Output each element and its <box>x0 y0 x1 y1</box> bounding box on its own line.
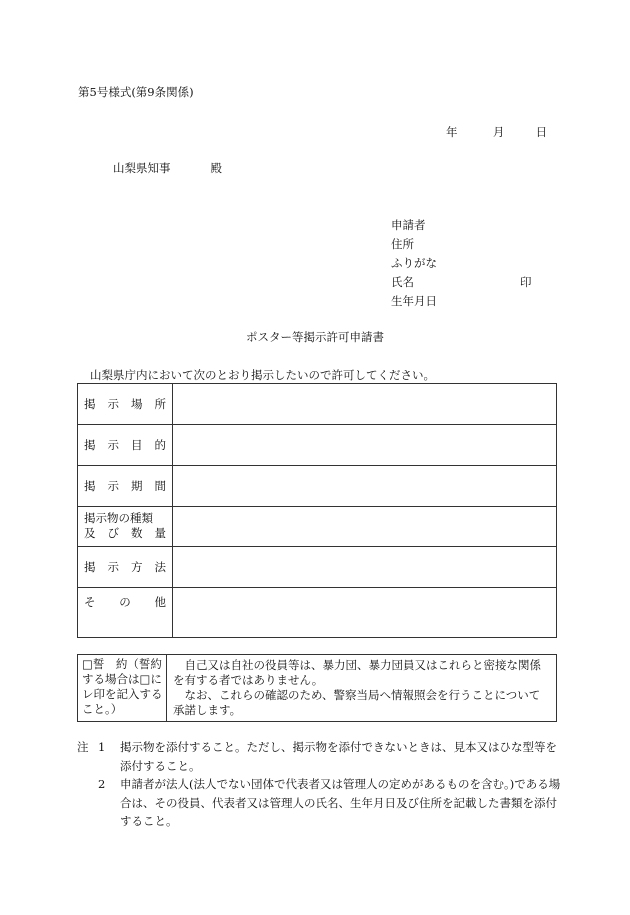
note-number: 2 <box>98 777 106 792</box>
method-field[interactable] <box>173 547 557 588</box>
note-item <box>77 738 562 775</box>
applicant-block <box>391 216 532 311</box>
pledge-text-1: 自己又は自社の役員等は、暴力団、暴力団員又はこれらと密接な関係を有する者ではありません。 <box>173 658 541 687</box>
intro-text: 山梨県庁内において次のとおり掲示したいので許可してください。 <box>90 368 435 382</box>
row-label-location: 掲 示 場 所 <box>78 384 173 425</box>
applicant-address-label: 住所 <box>391 237 414 251</box>
period-field[interactable] <box>173 466 557 507</box>
table-row <box>78 384 557 425</box>
date-day-label: 日 <box>535 125 548 139</box>
application-table <box>77 383 557 638</box>
row-label-type-quantity: 掲示物の種類 及 び 数 量 <box>78 507 173 547</box>
addressee <box>113 160 222 176</box>
notes <box>77 738 562 831</box>
note-number: 1 <box>98 740 106 754</box>
note-item <box>77 775 562 831</box>
pledge-text-2: なお、これらの確認のため、警察当局へ情報照会を行うことについて承諾します。 <box>173 688 541 717</box>
pledge-text <box>167 655 557 722</box>
form-number: 第5号様式(第9条関係) <box>78 85 194 99</box>
date-year-label: 年 <box>446 125 458 139</box>
seal-label: 印 <box>520 275 532 289</box>
table-row <box>78 547 557 588</box>
document-title: ポスター等掲示許可申請書 <box>246 330 384 344</box>
row-label-purpose: 掲 示 目 的 <box>78 425 173 466</box>
applicant-label: 申請者 <box>391 218 426 232</box>
location-field[interactable] <box>173 384 557 425</box>
table-row <box>78 425 557 466</box>
note-text: 掲示物を添付すること。ただし、掲示物を添付できないときは、見本又はひな型等を添付すること。 <box>120 740 557 773</box>
addressee-honorific: 殿 <box>210 161 222 175</box>
purpose-field[interactable] <box>173 425 557 466</box>
row-label-other: そ の 他 <box>78 588 173 638</box>
applicant-birthdate-label: 生年月日 <box>391 294 437 308</box>
pledge-checkbox-label[interactable]: □誓 約（誓約する場合は□にレ印を記入すること。） <box>78 655 167 722</box>
row-label-method: 掲 示 方 法 <box>78 547 173 588</box>
pledge-row <box>78 655 557 722</box>
table-row <box>78 507 557 547</box>
row-label-period: 掲 示 期 間 <box>78 466 173 507</box>
note-text: 申請者が法人(法人でない団体で代表者又は管理人の定めがあるものを含む。)である場合は、その役員、代表者又は管理人の氏名、生年月日及び住所を記載した書類を添付すること。 <box>120 777 561 829</box>
notes-prefix: 注 <box>77 740 89 754</box>
applicant-furigana-label: ふりがな <box>391 256 437 270</box>
addressee-name: 山梨県知事 <box>113 161 171 175</box>
other-field[interactable] <box>173 588 557 638</box>
table-row <box>78 466 557 507</box>
pledge-table <box>77 654 557 722</box>
date-month-label: 月 <box>492 125 505 139</box>
date-line <box>446 124 547 140</box>
applicant-name-row <box>391 273 532 292</box>
table-row <box>78 588 557 638</box>
applicant-name-label: 氏名 <box>391 275 414 289</box>
type-quantity-field[interactable] <box>173 507 557 547</box>
